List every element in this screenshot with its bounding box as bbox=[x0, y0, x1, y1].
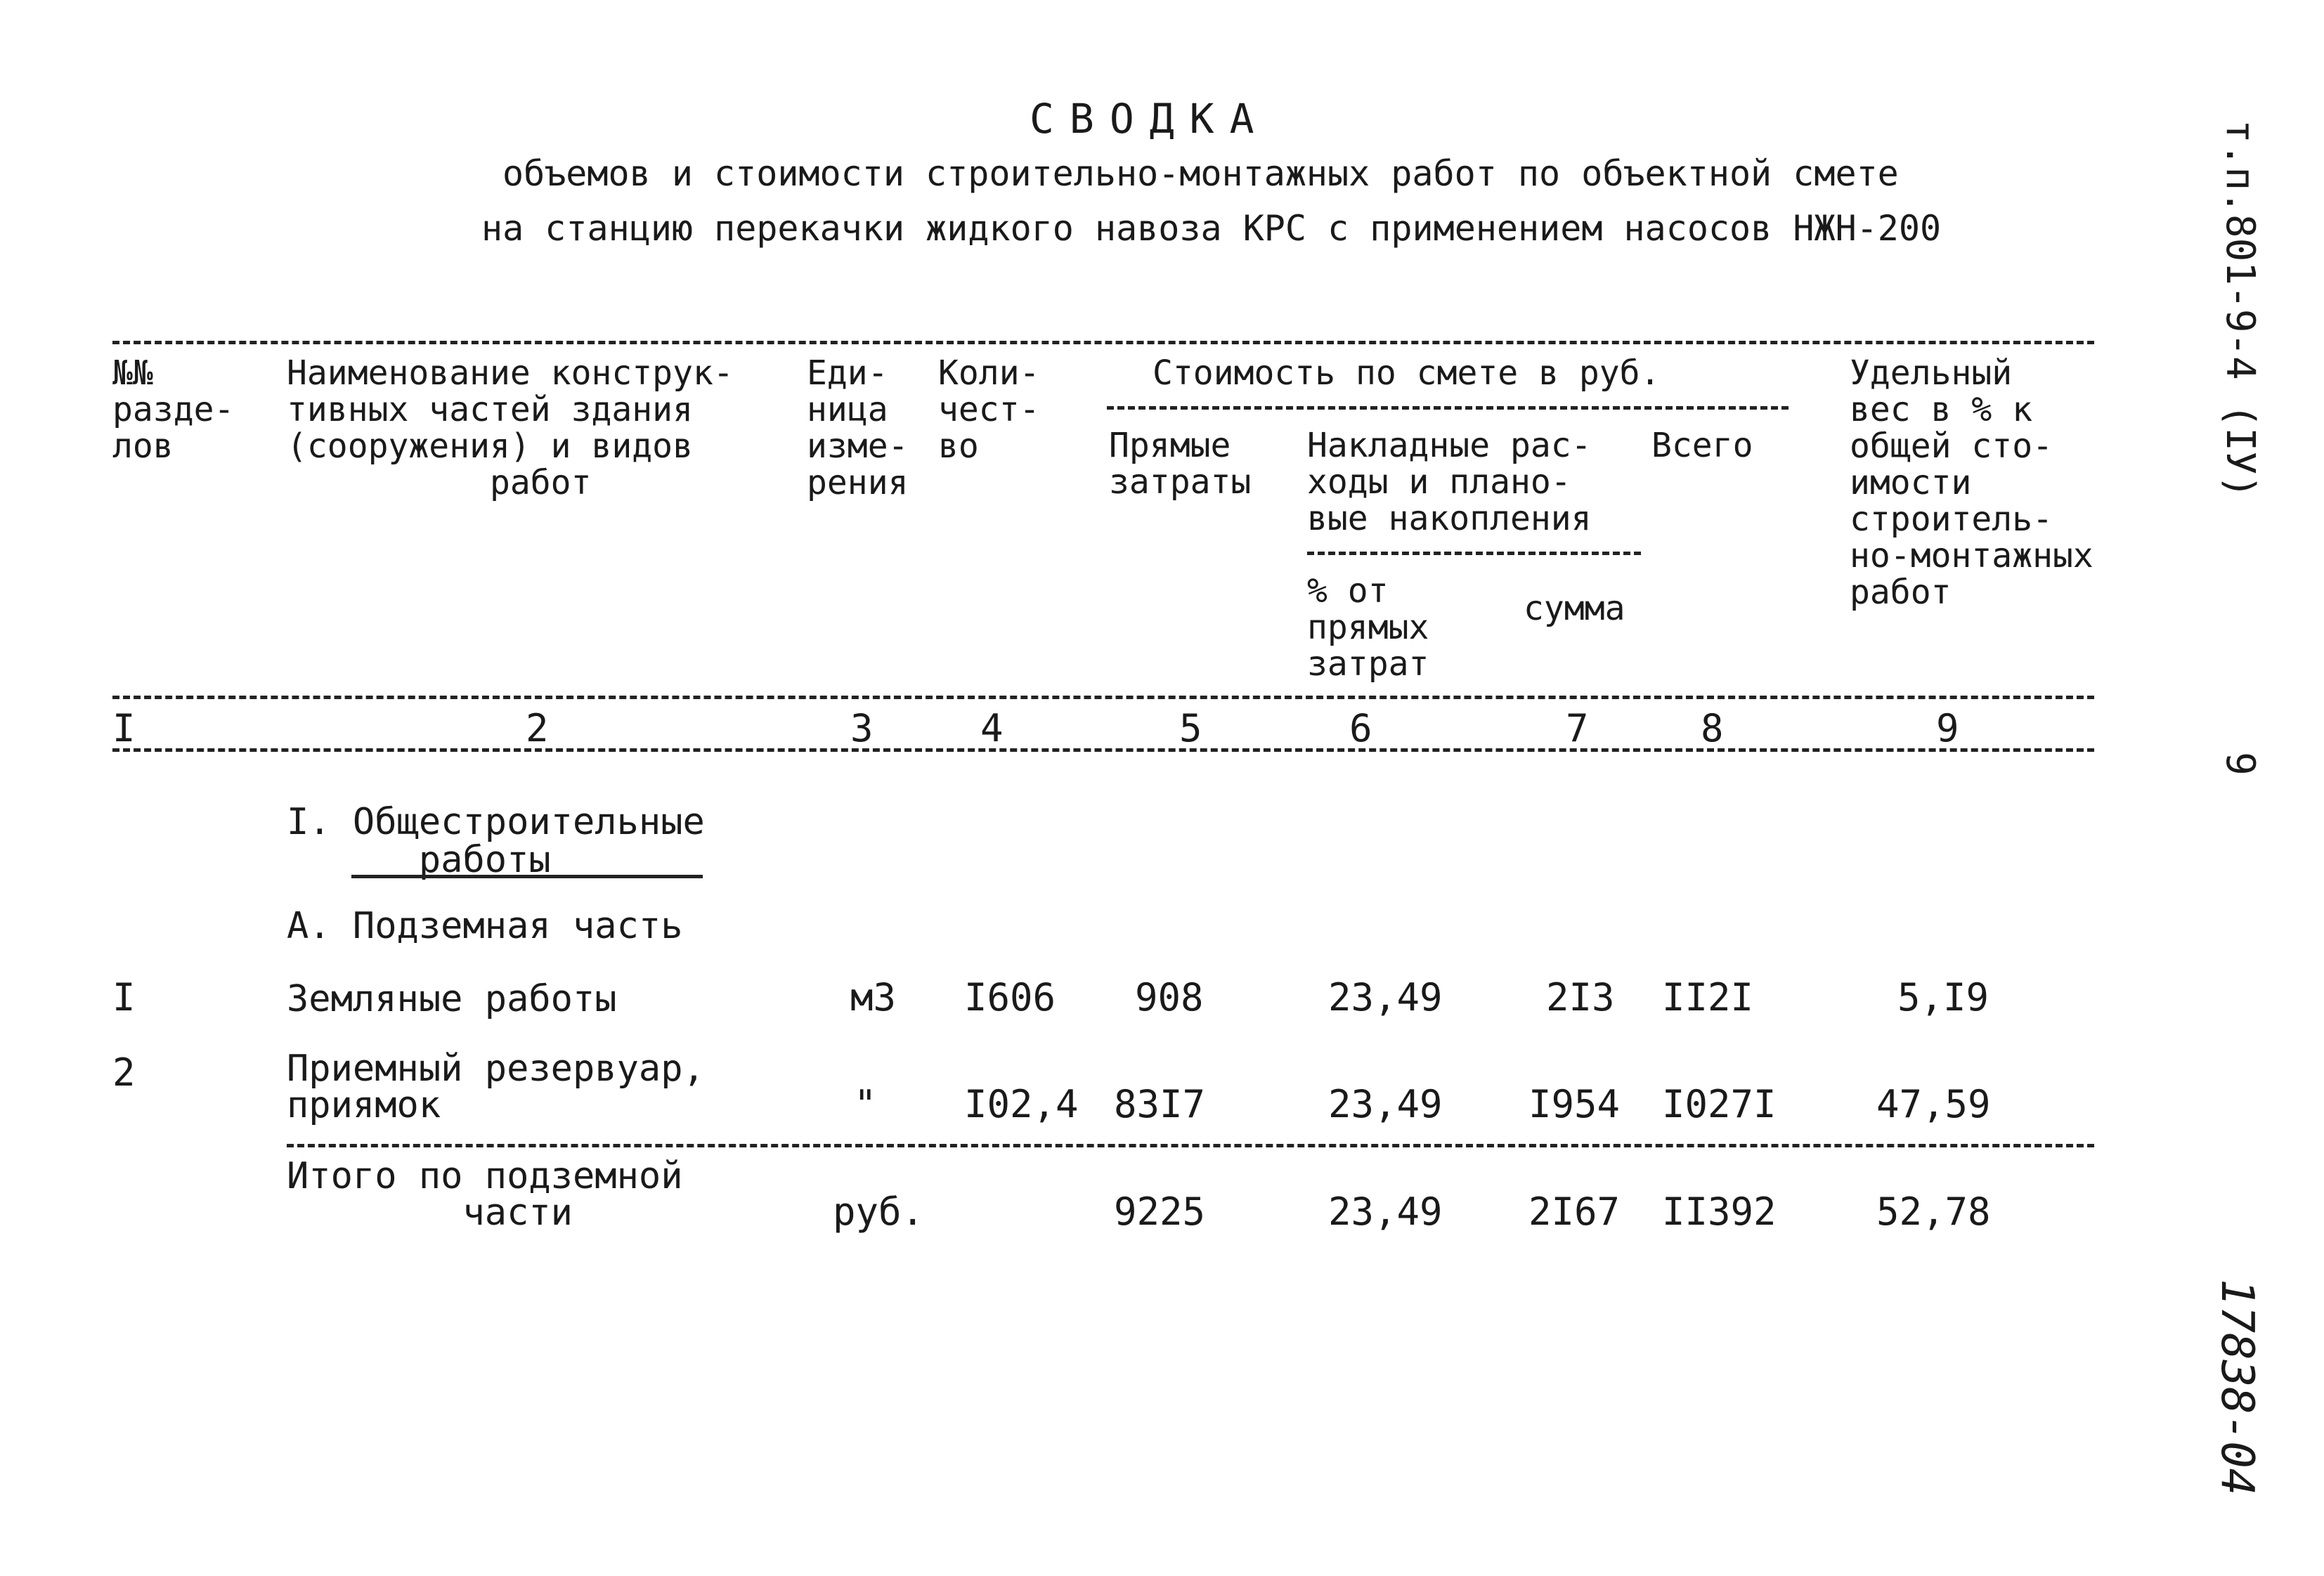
column-number-3: 3 bbox=[850, 706, 874, 750]
header-overhead-sum: сумма bbox=[1524, 589, 1625, 628]
header-total: Всего bbox=[1651, 426, 1753, 465]
overhead-group-rule bbox=[1307, 552, 1641, 555]
section-title-underline bbox=[351, 875, 703, 878]
subtotal-total: II392 bbox=[1662, 1190, 1777, 1234]
row-name: Приемный резервуар, приямок bbox=[287, 1048, 705, 1126]
header-cost-group: Стоимость по смете в руб. bbox=[1153, 353, 1661, 393]
column-number-9: 9 bbox=[1936, 706, 1959, 750]
column-number-7: 7 bbox=[1566, 706, 1589, 750]
row-unit: " bbox=[854, 1082, 877, 1126]
row-specific-weight: 5,I9 bbox=[1897, 975, 1989, 1020]
subtotal-name: Итого по подземной части bbox=[287, 1155, 683, 1234]
column-number-6: 6 bbox=[1349, 706, 1372, 750]
subtotal-overhead-percent: 23,49 bbox=[1328, 1190, 1443, 1234]
row-number: 2 bbox=[112, 1050, 136, 1095]
page-number: 9 bbox=[2217, 752, 2263, 776]
row-overhead-sum: I954 bbox=[1528, 1082, 1621, 1126]
inventory-number: 17838-04 bbox=[2211, 1279, 2263, 1496]
column-number-8: 8 bbox=[1701, 706, 1724, 750]
row-direct-costs: 83I7 bbox=[1114, 1082, 1206, 1126]
header-bottom-rule bbox=[112, 696, 2094, 699]
column-number-4: 4 bbox=[980, 706, 1004, 750]
row-overhead-percent: 23,49 bbox=[1328, 975, 1443, 1020]
row-specific-weight: 47,59 bbox=[1876, 1082, 1991, 1126]
row-name: Земляные работы bbox=[287, 978, 617, 1020]
header-quantity: Коли- чест- во bbox=[938, 353, 1040, 466]
cost-group-rule bbox=[1107, 406, 1789, 410]
column-number-5: 5 bbox=[1179, 706, 1202, 750]
header-top-rule bbox=[112, 341, 2094, 344]
document-subtitle-line2: на станцию перекачки жидкого навоза КРС с применением насосов НЖН-200 bbox=[481, 208, 1942, 249]
row-overhead-percent: 23,49 bbox=[1328, 1082, 1443, 1126]
column-numbers-rule bbox=[112, 748, 2094, 752]
column-number-2: 2 bbox=[526, 706, 549, 750]
side-code: т.п.801-9-4 (IУ) bbox=[2217, 119, 2263, 499]
header-unit: Еди- ница изме- рения bbox=[807, 353, 909, 502]
header-name: Наименование конструк- тивных частей здания (сооружения) и видов работ bbox=[287, 353, 734, 502]
row-direct-costs: 908 bbox=[1135, 975, 1204, 1020]
subtotal-rule bbox=[287, 1144, 2094, 1147]
header-overhead-group: Накладные рас- ходы и плано- вые накопления bbox=[1307, 426, 1592, 538]
section-title: I. Общестроительные работы bbox=[287, 801, 705, 881]
subtotal-overhead-sum: 2I67 bbox=[1528, 1190, 1621, 1234]
document-subtitle-line1: объемов и стоимости строительно-монтажных работ по объектной смете bbox=[502, 153, 1899, 194]
subtotal-unit: руб. bbox=[833, 1190, 925, 1234]
row-unit: м3 bbox=[850, 975, 897, 1020]
row-total: II2I bbox=[1662, 975, 1754, 1020]
subsection-title: А. Подземная часть bbox=[287, 905, 683, 947]
row-number: I bbox=[112, 975, 136, 1020]
row-overhead-sum: 2I3 bbox=[1546, 975, 1615, 1020]
column-number-1: I bbox=[112, 706, 136, 750]
header-direct-costs: Прямые затраты bbox=[1109, 426, 1252, 502]
row-quantity: I02,4 bbox=[964, 1082, 1079, 1126]
header-overhead-percent: % от прямых затрат bbox=[1307, 571, 1429, 684]
subtotal-direct-costs: 9225 bbox=[1114, 1190, 1206, 1234]
subtotal-specific-weight: 52,78 bbox=[1876, 1190, 1991, 1234]
row-quantity: I606 bbox=[964, 975, 1056, 1020]
document-title: СВОДКА bbox=[1030, 95, 1270, 143]
row-total: I027I bbox=[1662, 1082, 1777, 1126]
header-specific-weight: Удельный вес в % к общей сто- имости строитель- но-монтажных работ bbox=[1850, 353, 2093, 612]
header-section-number: №№ разде- лов bbox=[112, 353, 235, 466]
